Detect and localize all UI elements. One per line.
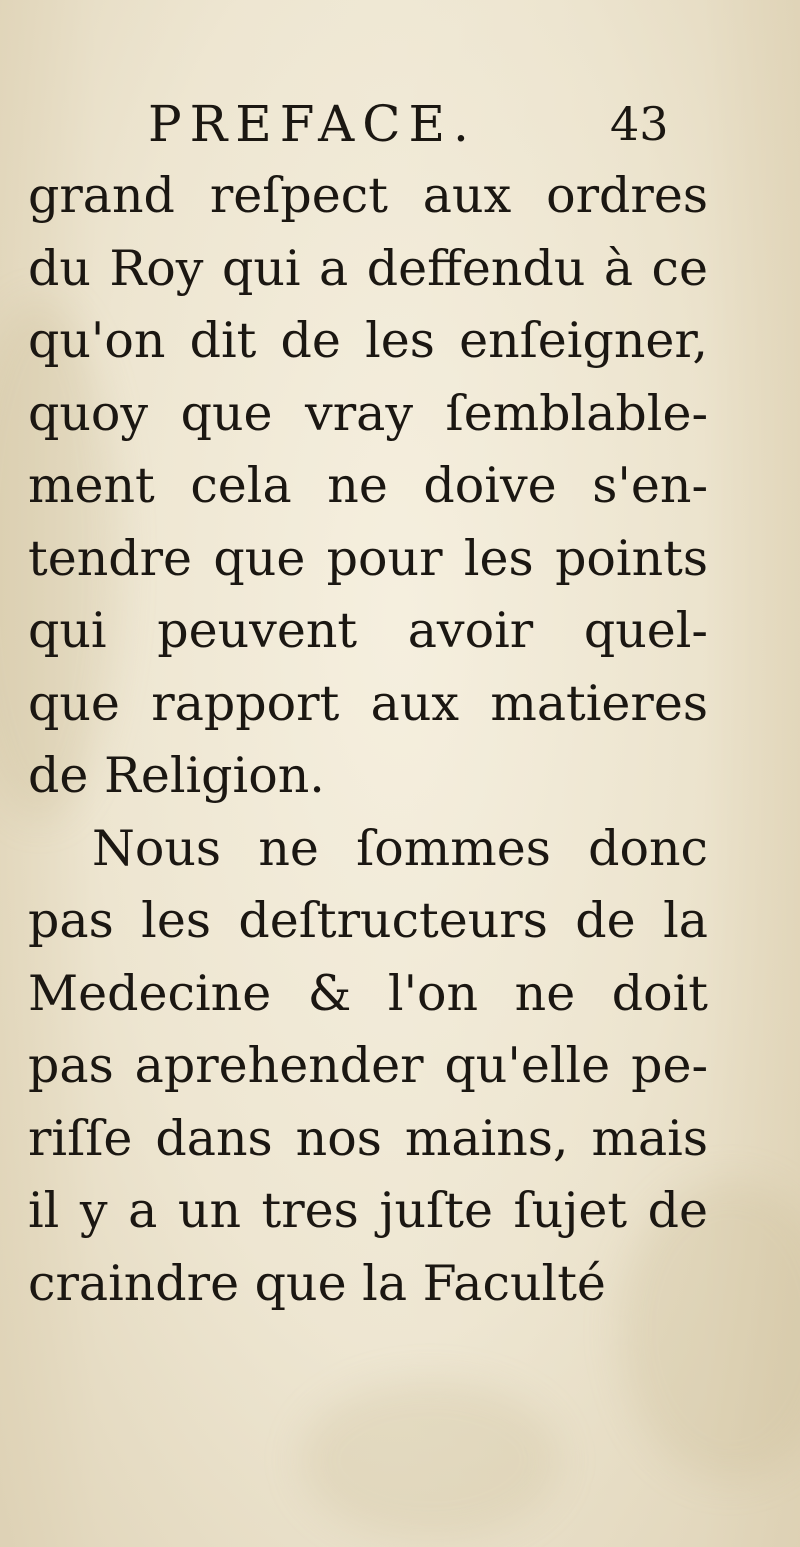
page-header	[0, 92, 800, 156]
paragraph-start-line: Nous ne ſommes donc	[92, 819, 708, 877]
text-line: pas aprehender qu'elle pe-	[28, 1037, 708, 1094]
text-line: Medecine & l'on ne doit	[28, 964, 708, 1022]
running-title: PREFACE.	[148, 95, 477, 153]
text-line: qui peuvent avoir quel-	[28, 602, 708, 659]
text-line: grand reſpect aux ordres	[28, 167, 708, 224]
text-line: craindre que la Faculté	[28, 1254, 606, 1312]
text-line: quoy que vray ſemblable-	[28, 384, 708, 442]
body-text	[28, 160, 708, 1320]
text-line: ment cela ne doive s'en-	[28, 457, 708, 514]
text-line: que rapport aux matieres	[28, 674, 708, 732]
text-line: qu'on dit de les enſeigner,	[28, 312, 708, 369]
page-number: 43	[610, 97, 669, 151]
text-line: pas les deſtructeurs de la	[28, 892, 708, 949]
text-line: riſſe dans nos mains, mais	[28, 1109, 708, 1167]
text-line: tendre que pour les points	[28, 529, 708, 587]
text-line: du Roy qui a deffendu à ce	[28, 239, 708, 297]
paper-stain	[300, 1380, 560, 1540]
text-line: il y a un tres juſte ſujet de	[28, 1182, 708, 1239]
paragraph-end-line: de Religion.	[28, 747, 325, 804]
